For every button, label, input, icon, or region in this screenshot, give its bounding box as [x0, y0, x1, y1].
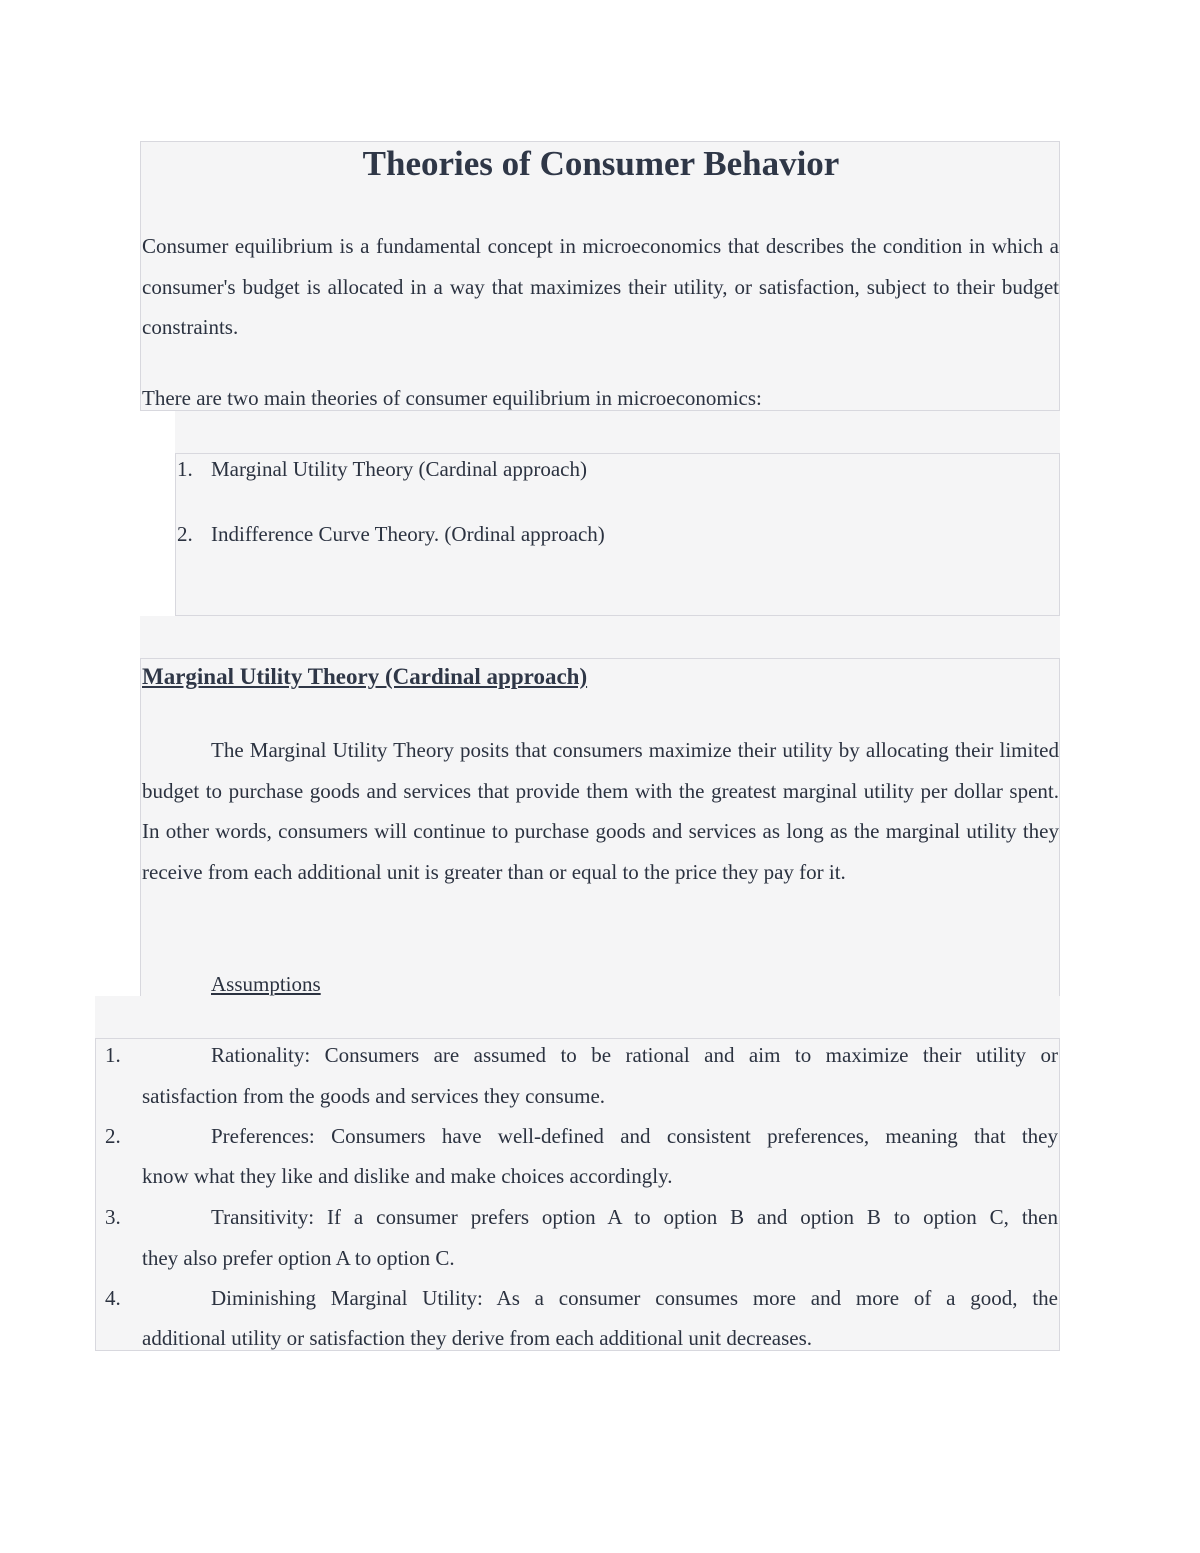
page-title: Theories of Consumer Behavior	[362, 144, 840, 183]
assumptions-gap-shade	[95, 996, 1060, 1039]
section-gap-shade	[140, 616, 1060, 659]
theory-number: 1.	[177, 457, 193, 481]
assumption-number: 1.	[105, 1043, 121, 1067]
assumption-line: know what they like and dislike and make choices accordingly.	[142, 1164, 673, 1188]
assumptions-heading: Assumptions	[211, 972, 321, 996]
section-paragraph	[142, 730, 1059, 892]
assumption-line: they also prefer option A to option C.	[142, 1246, 455, 1270]
assumption-line: additional utility or satisfaction they derive from each additional unit decreases.	[142, 1326, 813, 1350]
assumption-number: 4.	[105, 1286, 121, 1310]
assumption-number: 2.	[105, 1124, 121, 1148]
theory-number: 2.	[177, 522, 193, 546]
assumption-line: satisfaction from the goods and services they consume.	[142, 1084, 606, 1108]
theory-item: Marginal Utility Theory (Cardinal approach)	[211, 457, 587, 481]
intro-paragraph: Consumer equilibrium is a fundamental concept in microeconomics that describes the condition in which a consumer's budget is allocated in a way that maximizes their utility, or satisfaction, subject to their budget constraints.	[142, 234, 1059, 339]
theory-item: Indifference Curve Theory. (Ordinal approach)	[211, 522, 605, 546]
assumption-line: Rationality: Consumers are assumed to be rational and aim to maximize their utility or	[211, 1043, 1058, 1067]
section-paragraph-text: The Marginal Utility Theory posits that consumers maximize their utility by allocating their limited budget to purchase goods and services that provide them with the greatest marginal utility per dollar spent. In other words, consumers will continue to purchase goods and services as long as the marginal utility they receive from each additional unit is greater than or equal to the price they pay for it.	[142, 738, 1059, 884]
assumption-line: Transitivity: If a consumer prefers option A to option B and option B to option C, then	[211, 1205, 1058, 1229]
assumption-line: Diminishing Marginal Utility: As a consumer consumes more and more of a good, the	[211, 1286, 1058, 1310]
assumption-number: 3.	[105, 1205, 121, 1229]
theories-gap-shade	[175, 411, 1060, 454]
assumption-line: Preferences: Consumers have well-defined and consistent preferences, meaning that they	[211, 1124, 1058, 1148]
theories-lead: There are two main theories of consumer equilibrium in microeconomics:	[142, 386, 762, 410]
section-heading: Marginal Utility Theory (Cardinal approach)	[142, 664, 588, 689]
